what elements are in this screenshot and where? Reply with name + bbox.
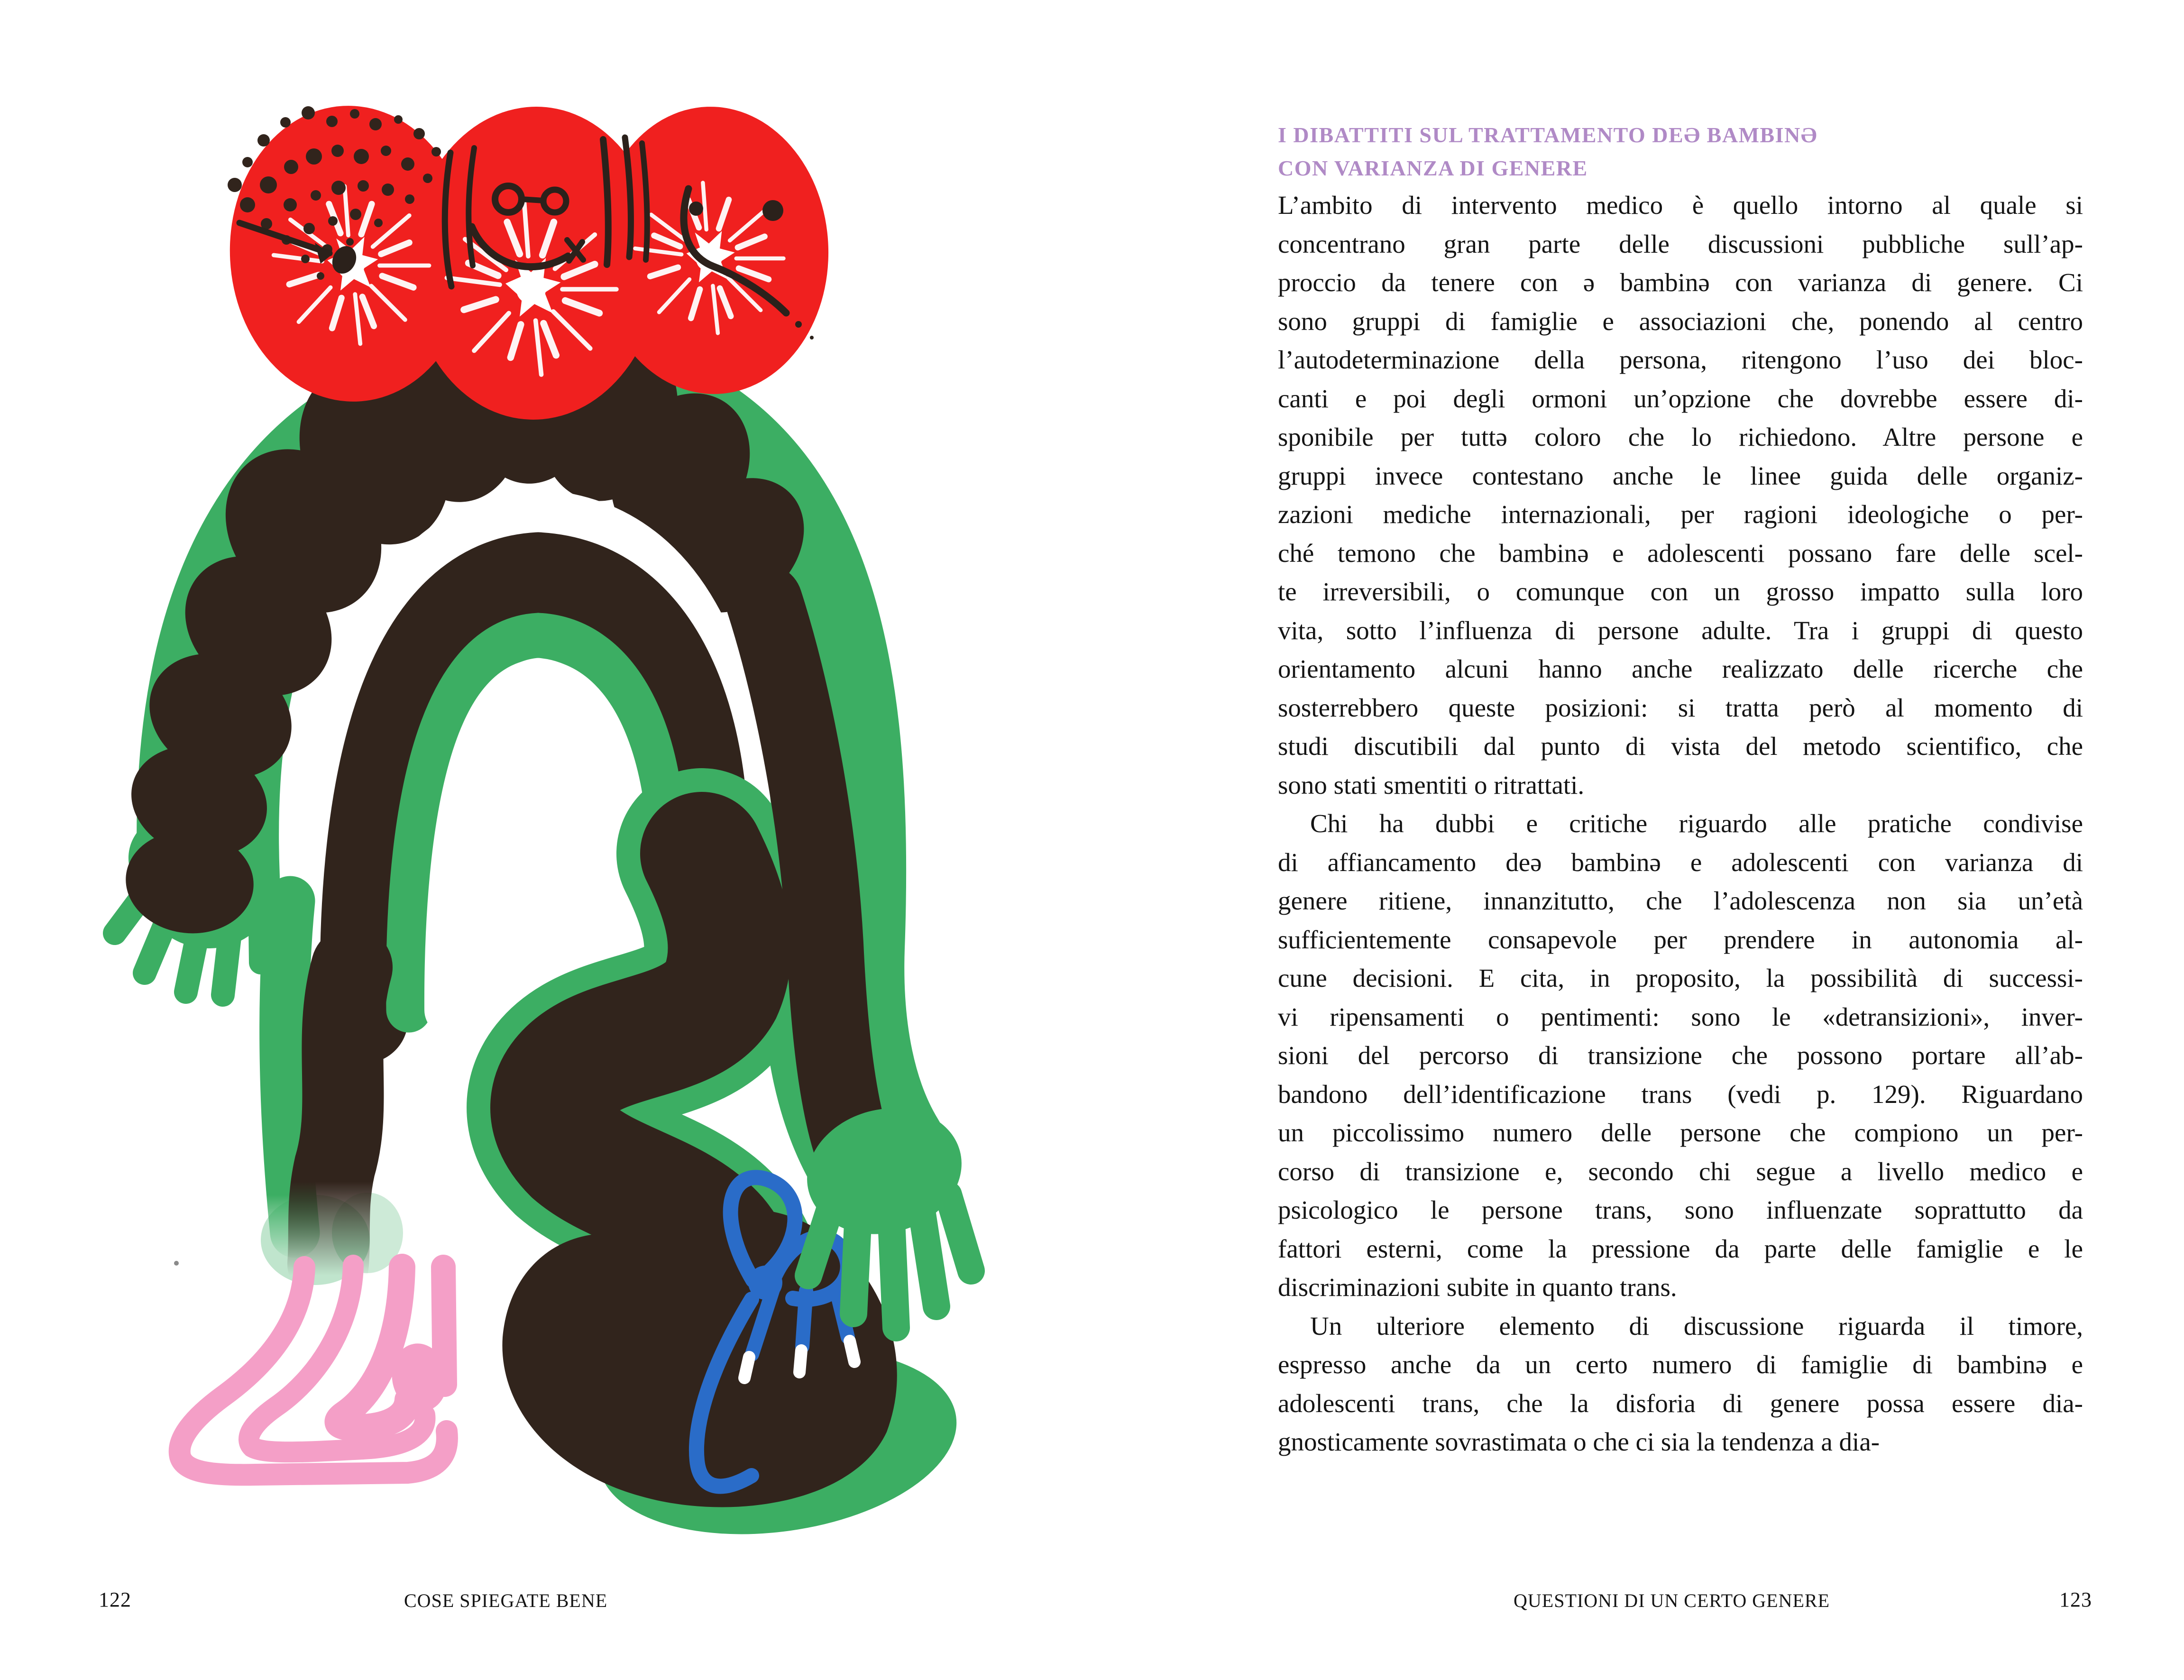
body-line: di affiancamento deə bambinə e adolescenti con varianza di [1278,847,2083,877]
right-page [1092,0,2184,1680]
body-line: un piccolissimo numero delle persone che compiono un per- [1278,1118,2083,1147]
body-line: cune decisioni. E cita, in proposito, la possibilità di successi- [1278,964,2083,992]
body-line: canti e poi degli ormoni un’opzione che dovrebbe essere di- [1278,384,2083,413]
body-line: vita, sotto l’influenza di persone adulte. Tra i gruppi di questo [1278,615,2083,645]
body-line: studi discutibili dal punto di vista del metodo scientifico, che [1278,732,2083,761]
body-line: sponibile per tuttə coloro che lo richiedono. Altre persone e [1278,422,2083,451]
body-line: zazioni mediche internazionali, per ragioni ideologiche o per- [1278,500,2083,529]
body-line: orientamento alcuni hanno anche realizzato delle ricerche che [1278,654,2083,683]
body-line: l’autodeterminazione della persona, ritengono l’uso dei bloc- [1278,345,2083,374]
body-line: espresso anche da un certo numero di famiglie di bambinə e [1278,1350,2083,1379]
body-line: proccio da tenere con ə bambinə con varianza di genere. Ci [1278,268,2083,297]
body-line: sioni del percorso di transizione che possono portare all’ab- [1278,1041,2083,1070]
body-line: sufficientemente consapevole per prendere in autonomia al- [1278,925,2083,954]
body-line: discriminazioni subite in quanto trans. [1278,1273,1677,1302]
body-line: Un ulteriore elemento di discussione riguarda il timore, [1310,1311,2083,1340]
left-leg [328,967,352,1264]
running-title-left: COSE SPIEGATE BENE [404,1590,608,1611]
section-heading-line: CON VARIANZA DI GENERE [1278,156,1588,180]
body-line: concentrano gran parte delle discussioni pubbliche sull’ap- [1278,229,2083,258]
body-line: gnosticamente sovrastimata o che ci sia la tendenza a dia- [1278,1427,1880,1456]
page-number-left: 122 [99,1588,131,1611]
body-line: sono stati smentiti o ritrattati. [1278,770,1585,799]
body-line: adolescenti trans, che la disforia di genere possa essere dia- [1278,1388,2083,1418]
body-text [1278,186,2083,1461]
body-line: sono gruppi di famiglie e associazioni che, ponendo al centro [1278,306,2083,336]
section-heading-line: I DIBATTITI SUL TRATTAMENTO DEƏ BAMBINƏ [1278,123,1818,147]
section-heading [1278,119,2093,185]
body-line: psicologico le persone trans, sono influenzate soprattutto da [1278,1195,2083,1224]
running-title-right: QUESTIONI DI UN CERTO GENERE [1514,1590,1830,1611]
body-line: corso di transizione e, secondo chi segue a livello medico e [1278,1157,2083,1186]
body-line: gruppi invece contestano anche le linee guida delle organiz- [1278,461,2083,490]
page-number-right: 123 [2059,1588,2092,1611]
body-line: sosterrebbero queste posizioni: si tratta però al momento di [1278,693,2083,722]
body-line: fattori esterni, come la pressione da parte delle famiglie e le [1278,1234,2083,1263]
body-line: ché temono che bambinə e adolescenti possano fare delle scel- [1278,538,2083,568]
body-line: L’ambito di intervento medico è quello intorno al quale si [1278,191,2083,220]
body-line: Chi ha dubbi e critiche riguardo alle pratiche condivise [1310,809,2083,838]
body-line: vi ripensamenti o pentimenti: sono le «detransizioni», inver- [1278,1002,2083,1031]
body-line: genere ritiene, innanzitutto, che l’adolescenza non sia un’età [1278,886,2083,915]
body-line: te irreversibili, o comunque con un grosso impatto sulla loro [1278,577,2083,606]
body-line: bandono dell’identificazione trans (vedi p. 129). Riguardano [1278,1079,2083,1109]
